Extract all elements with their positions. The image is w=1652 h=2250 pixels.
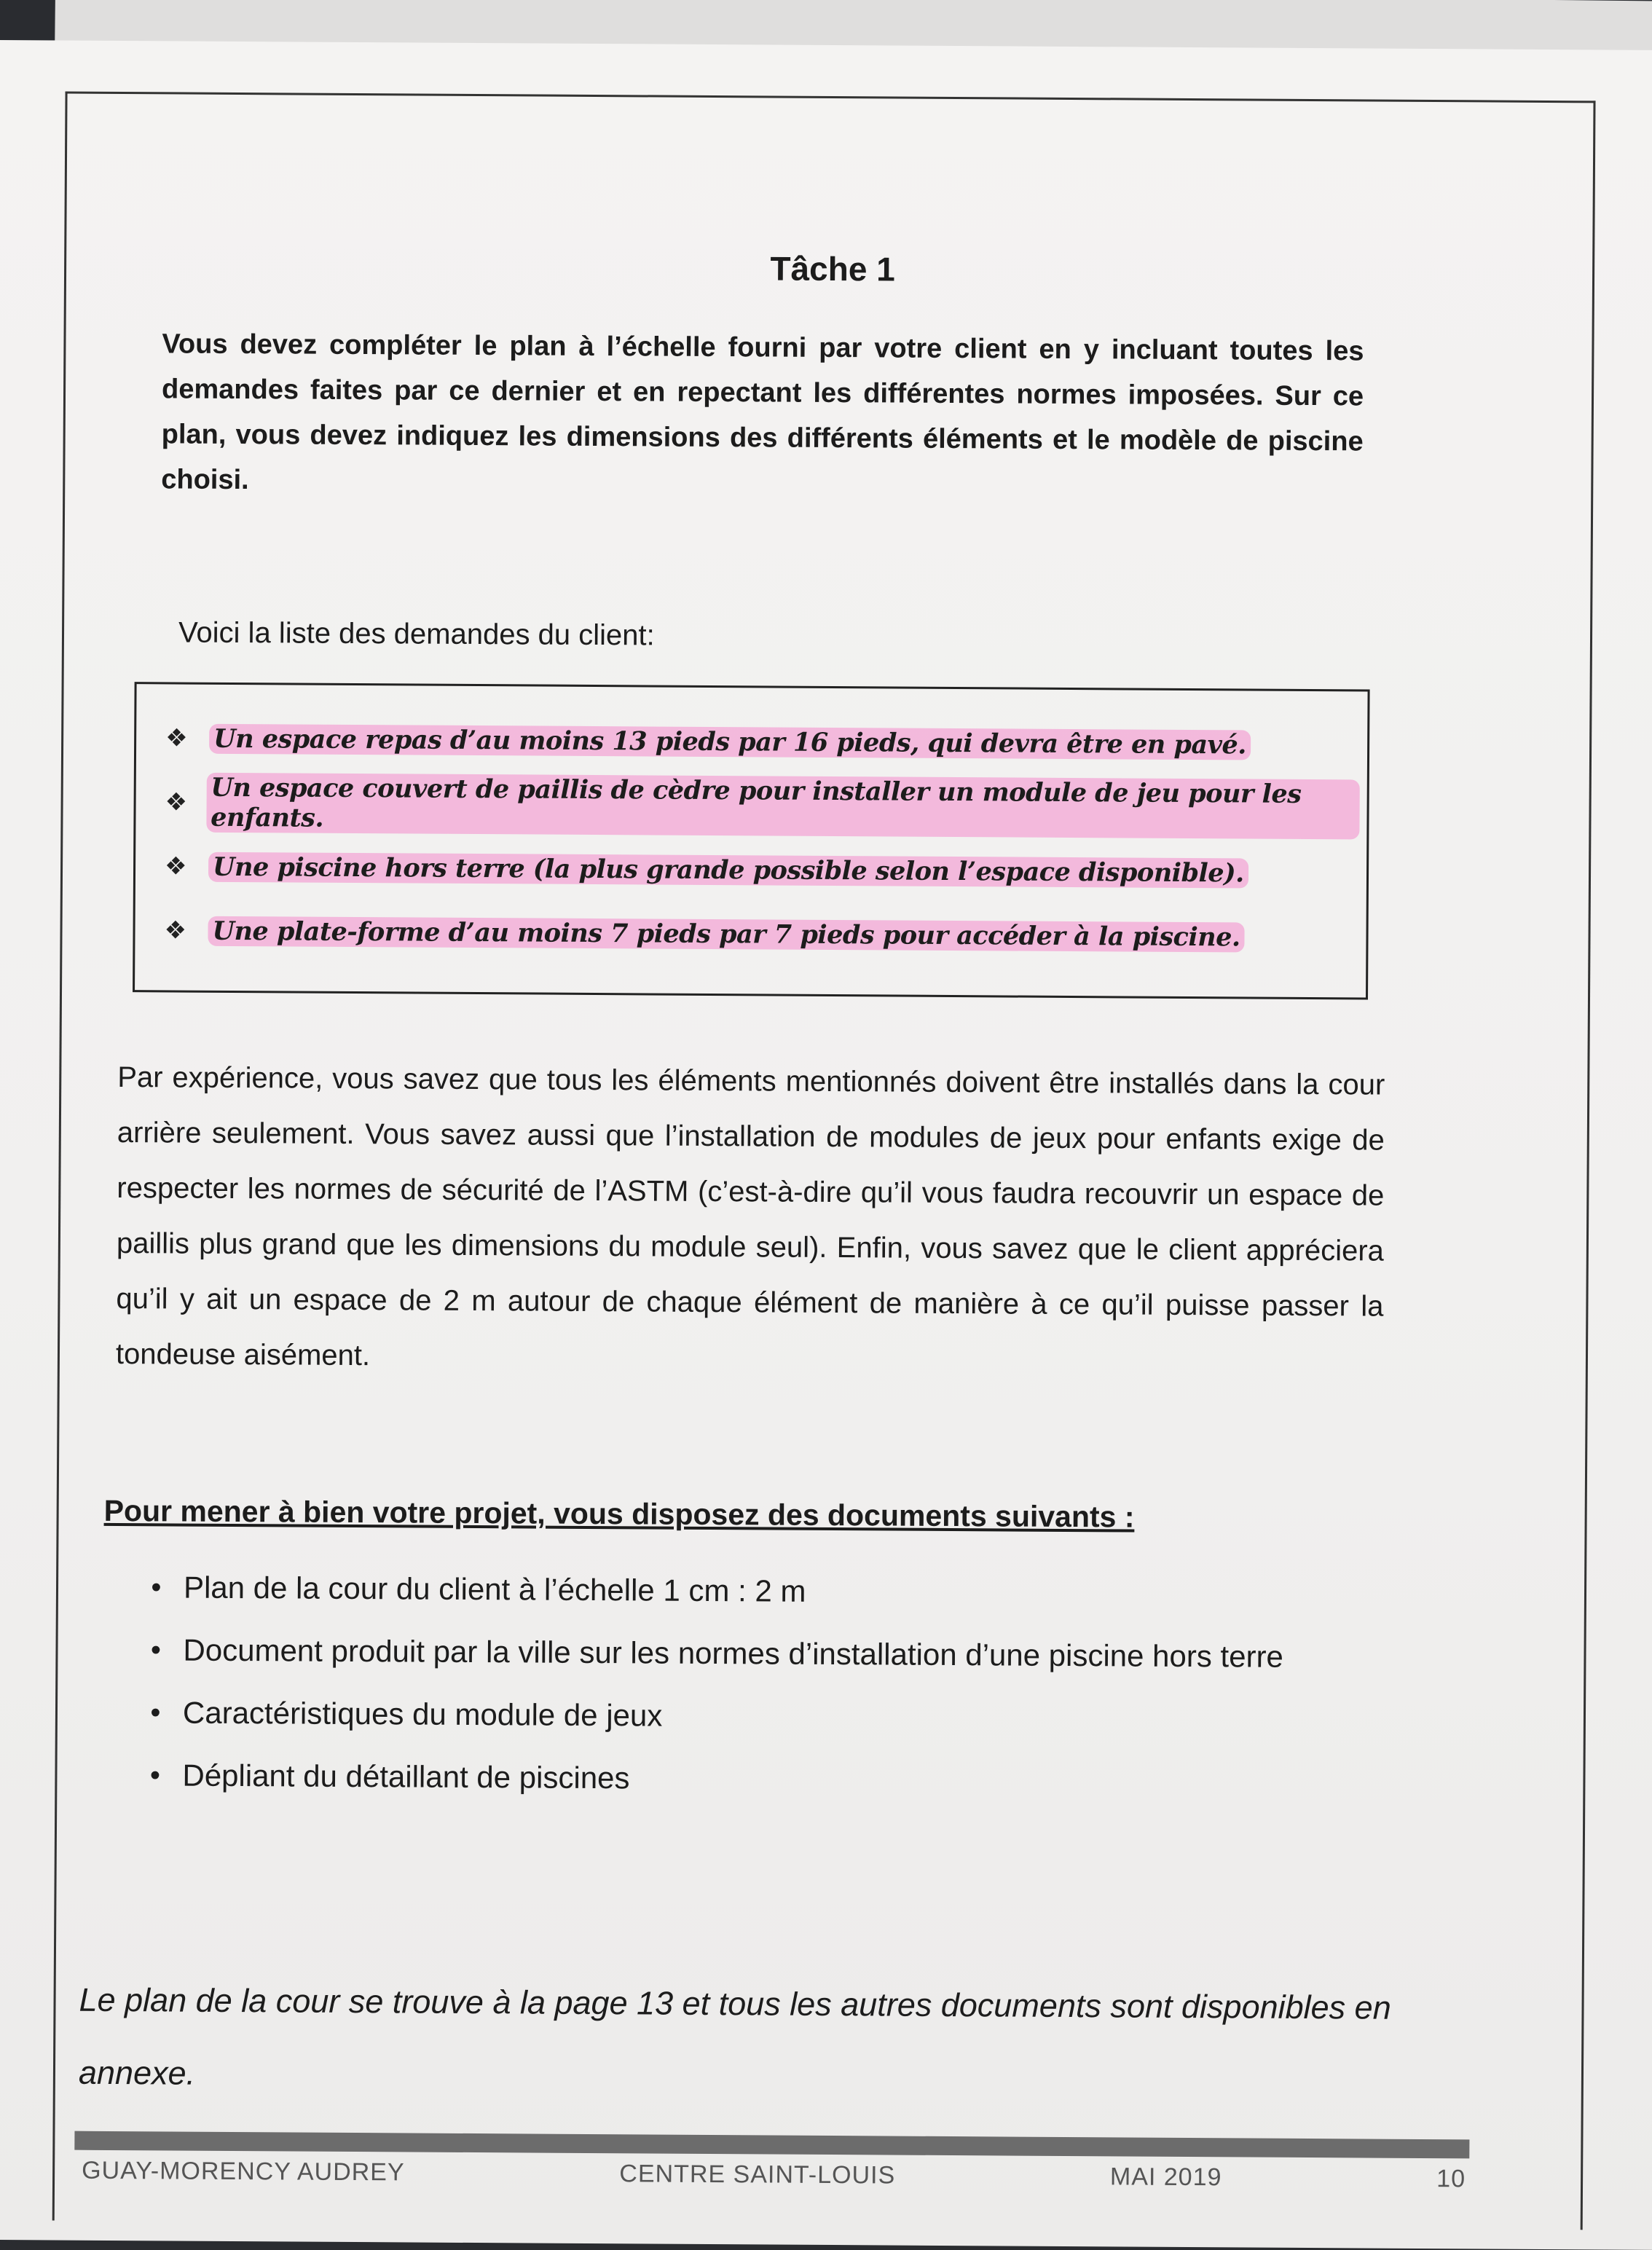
request-text: Une piscine hors terre (la plus grande possible selon l’espace disponible). — [208, 851, 1248, 888]
resources-list — [127, 1556, 1476, 1814]
resource-text: Dépliant du détaillant de piscines — [182, 1758, 630, 1795]
diamond-bullet-icon: ❖ — [165, 724, 188, 752]
request-item — [164, 898, 1359, 969]
resource-text: Document produit par la ville sur les normes d’installation d’une piscine hors terre — [183, 1632, 1284, 1674]
resources-heading: Pour mener à bien votre projet, vous disposez des documents suivants : — [103, 1493, 1135, 1534]
resource-text: Caractéristiques du module de jeux — [182, 1695, 663, 1733]
diamond-bullet-icon: ❖ — [164, 916, 187, 945]
resource-item — [128, 1681, 1476, 1752]
client-requests-list — [164, 706, 1360, 969]
footer-note: Le plan de la cour se trouve à la page 13 et tous les autres documents sont disponibles en annexe. — [78, 1980, 1391, 2092]
footer-date: MAI 2019 — [1109, 2163, 1222, 2192]
task-instructions: Vous devez compléter le plan à l’échelle fourni par votre client en y incluant toutes les demandes faites par ce dernier et en repectant les différentes normes imposées. Sur ce plan, vous devez indiquez les dimensions des différents éléments et le modèle de piscine choisi. — [161, 329, 1364, 496]
footer-author: GUAY-MORENCY AUDREY — [82, 2156, 405, 2187]
request-item — [165, 770, 1360, 841]
footer-school: CENTRE SAINT-LOUIS — [619, 2160, 896, 2190]
footer-page-number: 10 — [1436, 2165, 1466, 2193]
request-text: Un espace repas d’au moins 13 pieds par 16 pieds, qui devra être en pavé. — [209, 723, 1251, 760]
document-page — [0, 40, 1652, 2250]
request-text: Un espace couvert de paillis de cèdre pour installer un module de jeu pour les enfants. — [206, 773, 1360, 840]
request-item — [165, 834, 1360, 905]
bullet-icon: • — [149, 1758, 161, 1791]
diamond-bullet-icon: ❖ — [165, 788, 188, 817]
context-paragraph: Par expérience, vous savez que tous les éléments mentionnés doivent être installés dans la cour arrière seulement. Vous savez aussi que l’installation de modules de jeux pour enfants exige de respecter les normes de sécurité de l’ASTM (c’est-à-dire qu’il vous faudra recouvrir un espace de paillis plus grand que les dimensions du module seul). Enfin, vous savez que le client appréciera qu’il y ait un espace de 2 m autour de chaque élément de manière à ce qu’il puisse passer la tondeuse aisément. — [115, 1061, 1385, 1372]
resource-text: Plan de la cour du client à l’échelle 1 cm : 2 m — [183, 1570, 806, 1608]
client-requests-box — [133, 682, 1370, 999]
resource-item — [128, 1618, 1476, 1689]
bullet-icon: • — [151, 1570, 162, 1603]
resource-item — [129, 1556, 1476, 1626]
request-item — [165, 706, 1361, 777]
request-text: Une plate-forme d’au moins 7 pieds par 7 pieds pour accéder à la piscine. — [208, 916, 1244, 952]
bullet-icon: • — [150, 1633, 162, 1666]
bullet-icon: • — [150, 1696, 161, 1728]
diamond-bullet-icon: ❖ — [164, 852, 187, 881]
resource-item — [127, 1744, 1475, 1814]
task-title: Tâche 1 — [770, 249, 895, 288]
requests-intro: Voici la liste des demandes du client: — [178, 616, 655, 652]
